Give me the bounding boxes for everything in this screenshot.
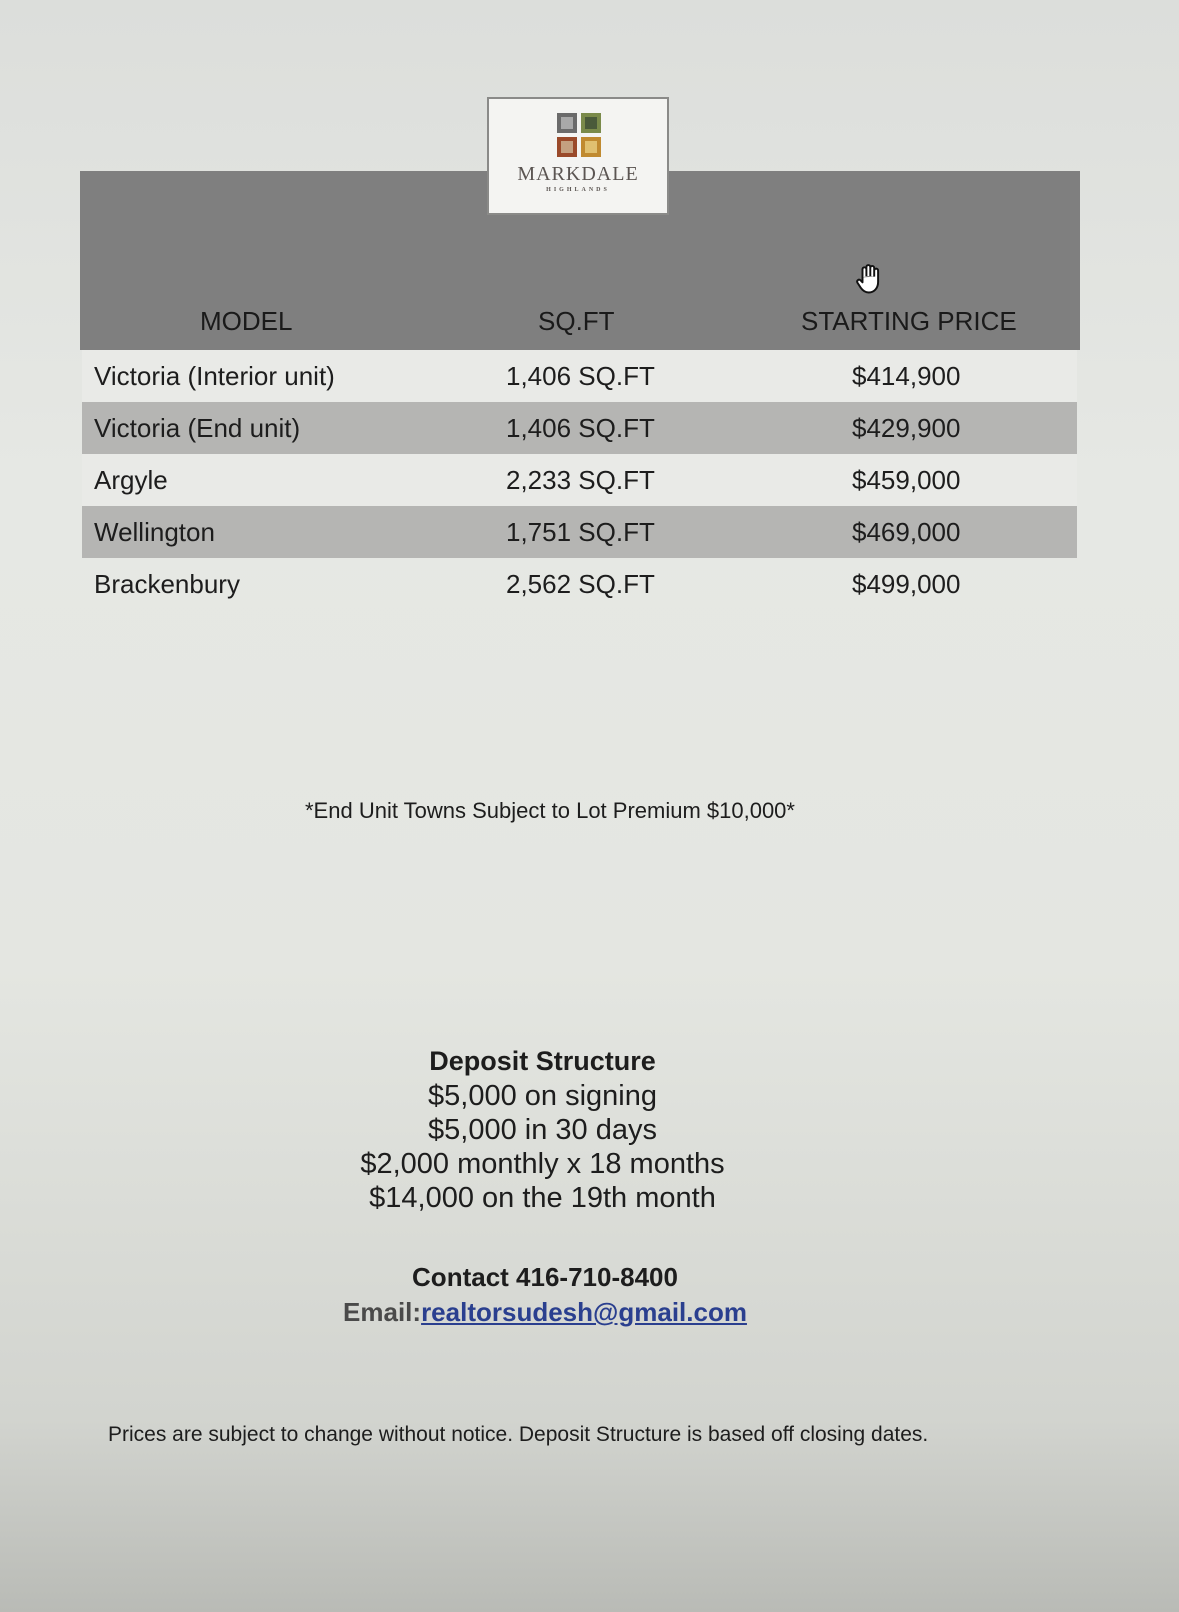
header-sqft: SQ.FT xyxy=(538,306,615,336)
price-cell: $414,900 xyxy=(852,361,961,391)
deposit-line: $14,000 on the 19th month xyxy=(369,1182,716,1214)
model-cell: Victoria (End unit) xyxy=(94,413,301,443)
table-row xyxy=(82,506,1077,558)
price-cell: $469,000 xyxy=(852,517,961,547)
email-label: Email: xyxy=(343,1297,422,1327)
header-model: MODEL xyxy=(200,306,293,336)
model-cell: Brackenbury xyxy=(94,569,240,599)
lot-premium-note: *End Unit Towns Subject to Lot Premium $10,000* xyxy=(305,798,795,823)
table-row xyxy=(82,454,1077,506)
sqft-cell: 1,751 SQ.FT xyxy=(506,517,655,547)
email-link[interactable]: realtorsudesh@gmail.com xyxy=(421,1297,747,1327)
logo-emblem-icon xyxy=(557,113,601,157)
logo-subtitle: HIGHLANDS xyxy=(546,187,610,193)
sqft-cell: 1,406 SQ.FT xyxy=(506,361,655,391)
deposit-structure xyxy=(0,1046,1085,1215)
table-row xyxy=(82,402,1077,454)
contact-email-row xyxy=(0,1297,1090,1328)
hand-cursor-icon xyxy=(852,261,888,297)
header-starting-price: STARTING PRICE xyxy=(801,306,1017,336)
price-cell: $499,000 xyxy=(852,569,961,599)
table-row xyxy=(82,558,1077,610)
model-cell: Victoria (Interior unit) xyxy=(94,361,335,391)
deposit-title: Deposit Structure xyxy=(429,1046,656,1076)
markdale-logo xyxy=(487,97,669,215)
table-row xyxy=(82,350,1077,402)
logo-name: MARKDALE xyxy=(517,163,639,185)
contact-phone: Contact 416-710-8400 xyxy=(412,1262,678,1292)
price-cell: $429,900 xyxy=(852,413,961,443)
disclaimer: Prices are subject to change without notice. Deposit Structure is based off closing dates. xyxy=(108,1423,929,1446)
deposit-line: $5,000 on signing xyxy=(428,1080,657,1112)
price-cell: $459,000 xyxy=(852,465,961,495)
model-cell: Argyle xyxy=(94,465,168,495)
sqft-cell: 2,562 SQ.FT xyxy=(506,569,655,599)
deposit-line: $2,000 monthly x 18 months xyxy=(360,1148,725,1180)
sqft-cell: 2,233 SQ.FT xyxy=(506,465,655,495)
deposit-line: $5,000 in 30 days xyxy=(428,1114,657,1146)
model-cell: Wellington xyxy=(94,517,215,547)
sqft-cell: 1,406 SQ.FT xyxy=(506,413,655,443)
